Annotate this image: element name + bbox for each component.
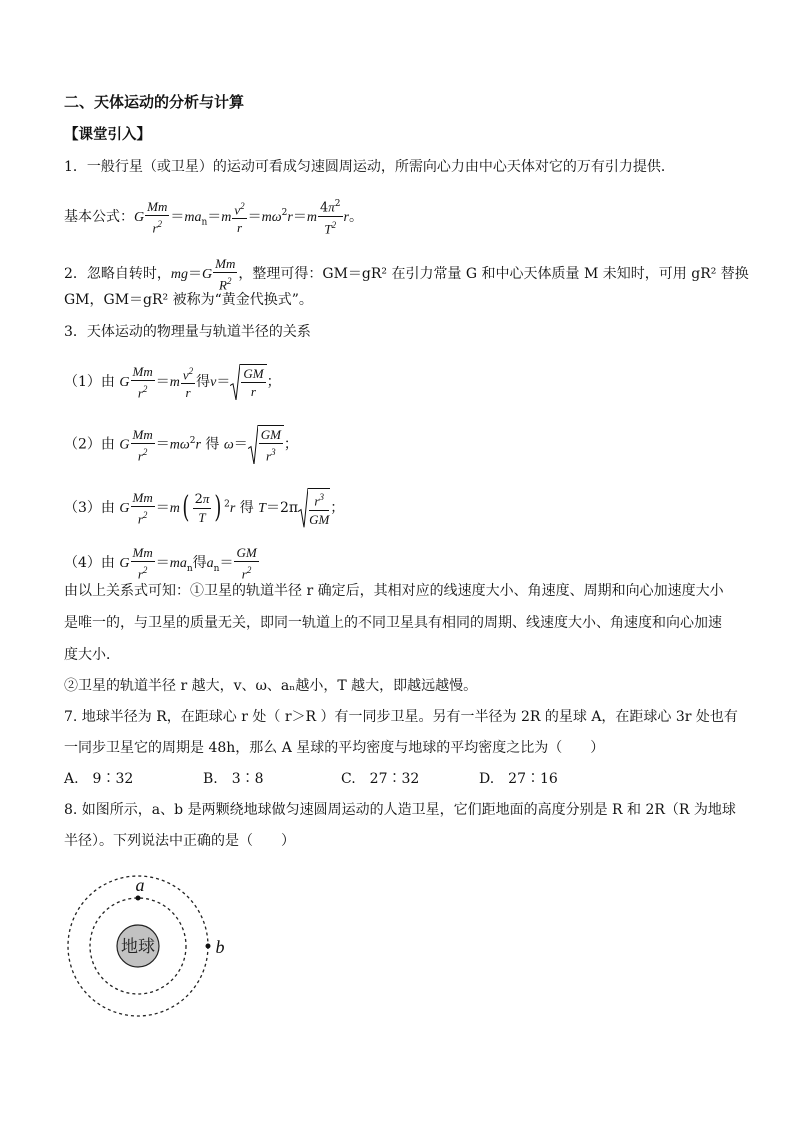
- satellite-b-label: b: [215, 937, 225, 957]
- basic-formula-lead: 基本公式：: [64, 208, 134, 225]
- q7-option-c: C. 27∶32: [341, 771, 420, 787]
- orbit-diagram: [60, 870, 240, 1020]
- q7-option-d: D. 27∶16: [479, 771, 558, 787]
- question-8-line-2: 半径）。下列说法中正确的是（ ）: [64, 833, 295, 849]
- basic-formula: 基本公式：G $\frac{Mm}{r^2}$ $=ma_n=m$ $\frac{v^2}{r}$ $=m\omega^2r=m$ $\frac{4\pi^2}{T^2}$ r。: [64, 196, 363, 238]
- relation-item-2: （2）由 G $\frac{Mm}{r^2}$ $=m\omega^2r$ 得 ω＝ $\frac{GM}{r^3}$ ；: [64, 426, 298, 464]
- section-title: 二、天体运动的分析与计算: [64, 93, 245, 111]
- relation-item-1: （1）由 G $\frac{Mm}{r^2}$ ＝m $\frac{v^2}{r}$ 得v＝ $\frac{GM}{r}$ ；: [64, 364, 281, 401]
- q7-option-a: A. 9∶32: [64, 771, 134, 787]
- satellite-a-label: a: [135, 875, 145, 895]
- paragraph-2: 2．忽略自转时，mg＝G $\frac{Mm}{R^2}$ ，整理可得：GM＝gR² 在引力常量 G 和中心天体质量 M 未知时，可用 gR² 替换: [64, 256, 749, 293]
- conclusion-line-2: 是唯一的，与卫星的质量无关，即同一轨道上的不同卫星具有相同的周期、线速度大小、角速度和向心加速: [64, 615, 722, 631]
- question-7-line-1: 7. 地球半径为 R，在距球心 r 处（ r＞R ）有一同步卫星。另有一半径为 2R 的星球 A，在距球心 3r 处也有: [64, 709, 738, 725]
- question-8-line-1: 8. 如图所示，a、b 是两颗绕地球做匀速圆周运动的人造卫星，它们距地面的高度分别是 R 和 2R（R 为地球: [64, 802, 736, 818]
- relation-item-3: （3）由 G $\frac{Mm}{r^2}$ ＝m( $\frac{2\pi}{T}$ ) $^2$r 得 T＝2π $\frac{r^3}{GM}$ ；: [64, 489, 345, 527]
- satellite-a-dot: [136, 896, 141, 901]
- conclusion-line-3: 度大小．: [64, 647, 120, 663]
- earth-label: 地球: [121, 937, 155, 957]
- q7-option-b: B. 3∶8: [203, 771, 264, 787]
- relation-item-4: （4）由 G $\frac{Mm}{r^2}$ $=ma_n$得$a_n=$ $\frac{GM}{r^2}$: [64, 545, 257, 582]
- question-7-line-2: 一同步卫星它的周期是 48h，那么 A 星球的平均密度与地球的平均密度之比为（ ）: [64, 740, 605, 756]
- paragraph-2-line2: GM，GM＝gR² 被称为“黄金代换式”。: [64, 292, 313, 308]
- conclusion-line-4: ②卫星的轨道半径 r 越大，v、ω、aₙ越小，T 越大，即越远越慢。: [64, 678, 478, 694]
- section-subtitle: 【课堂引入】: [64, 126, 151, 143]
- paragraph-1: 1．一般行星（或卫星）的运动可看成匀速圆周运动，所需向心力由中心天体对它的万有引力提供．: [64, 159, 675, 175]
- conclusion-line-1: 由以上关系式可知：①卫星的轨道半径 r 确定后，其相对应的线速度大小、角速度、周期和向心加速度大小: [64, 583, 724, 599]
- satellite-b-dot: [206, 944, 211, 949]
- paragraph-3: 3．天体运动的物理量与轨道半径的关系: [64, 324, 311, 340]
